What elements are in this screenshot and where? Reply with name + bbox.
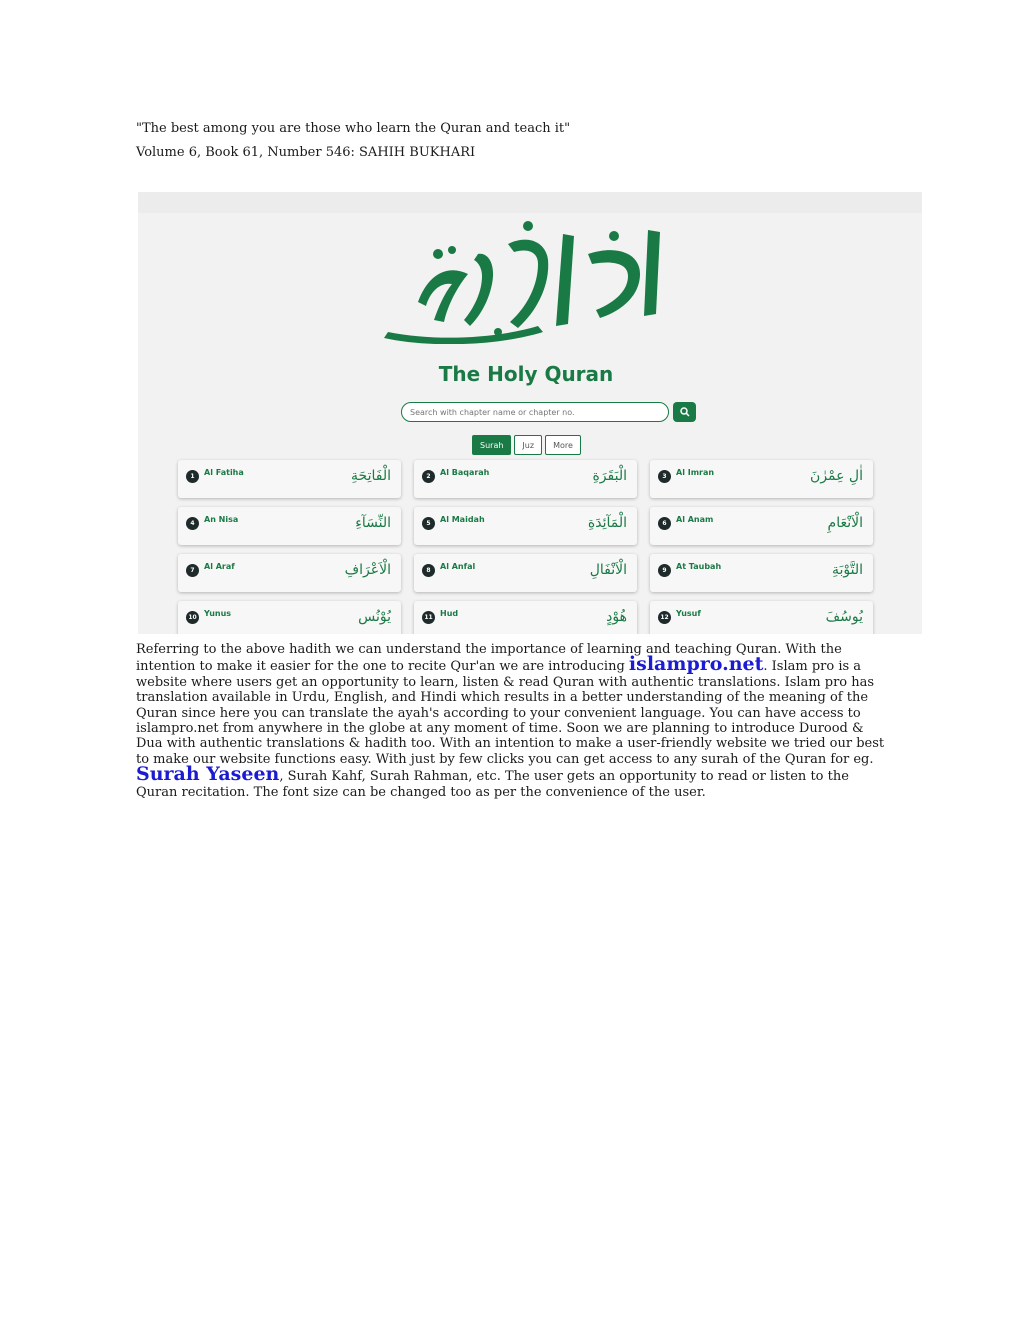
surah-name: Al Imran (676, 468, 715, 477)
surah-arabic-name: النِّسَآءِ (355, 515, 391, 531)
paragraph-text: , Surah Kahf, Surah Rahman, etc. The user gets an opportunity to read or listen to the Quran recitation. The font size can be changed too as per the convenience of the user. (136, 769, 849, 800)
surah-arabic-name: اٰلِ عِمْرٰنَ (810, 468, 863, 484)
surah-number: 2 (422, 470, 435, 483)
surah-number: 10 (186, 611, 199, 624)
hadith-quote: "The best among you are those who learn the Quran and teach it" (136, 121, 571, 136)
logo-title: The Holy Quran (438, 362, 614, 386)
surah-card[interactable] (650, 507, 873, 545)
surah-card[interactable] (178, 507, 401, 545)
surah-name: Hud (440, 609, 459, 618)
surah-arabic-name: الْمَآئِدَةِ (587, 515, 627, 531)
surah-card[interactable] (414, 554, 637, 592)
surah-yaseen-link[interactable]: Surah Yaseen (136, 763, 280, 786)
surah-arabic-name: الْاَعْرَافِ (344, 562, 391, 578)
search-icon (680, 407, 690, 417)
surah-name: Yunus (204, 609, 232, 618)
surah-number: 4 (186, 517, 199, 530)
surah-name: Al Anam (676, 515, 714, 524)
search-input[interactable] (401, 402, 669, 422)
surah-number: 1 (186, 470, 199, 483)
surah-number: 3 (658, 470, 671, 483)
surah-card[interactable] (414, 460, 637, 498)
surah-name: An Nisa (204, 515, 239, 524)
website-screenshot (138, 192, 922, 634)
surah-number: 12 (658, 611, 671, 624)
surah-card[interactable] (414, 601, 637, 634)
surah-name: Al Maidah (440, 515, 485, 524)
surah-card[interactable] (178, 460, 401, 498)
surah-arabic-name: يُوْنُس (358, 609, 391, 625)
surah-number: 8 (422, 564, 435, 577)
surah-name: At Taubah (676, 562, 722, 571)
body-paragraph (136, 642, 888, 800)
paragraph-text: Referring to the above hadith we can understand the importance of learning and teaching Quran. With the intention to make it easier for the one to recite Qur'an we are introducing (136, 642, 842, 675)
surah-number: 6 (658, 517, 671, 530)
quran-majeed-calligraphy-logo (378, 214, 678, 344)
surah-name: Al Baqarah (440, 468, 490, 477)
surah-number: 9 (658, 564, 671, 577)
surah-card[interactable] (650, 554, 873, 592)
screenshot-top-bar (138, 192, 922, 213)
surah-card[interactable] (650, 601, 873, 634)
tab-juz[interactable]: Juz (514, 435, 542, 455)
surah-card[interactable] (414, 507, 637, 545)
hadith-reference: Volume 6, Book 61, Number 546: SAHIH BUKHARI (136, 145, 476, 160)
surah-arabic-name: يُوسُفَ (825, 609, 863, 625)
paragraph-text: . Islam pro is a website where users get an opportunity to learn, listen & read Quran with authentic translations. Islam pro has translation available in Urdu, English, and Hindi which results in a better understanding of the meaning of the Quran since here you can translate the ayah's according to your convenient language. You can have access to islampro.net from anywhere in the globe at any moment of time. Soon we are planning to introduce Durood & Dua with authentic translations & hadith too. With an intention to make a user-friendly website we tried our best to make our website functions easy. With just by few clicks you can get access to any surah of the Quran for eg. (136, 659, 885, 767)
surah-arabic-name: التَّوْبَةِ (831, 562, 863, 578)
surah-name: Al Araf (204, 562, 235, 571)
surah-card[interactable] (650, 460, 873, 498)
search-button[interactable] (673, 402, 696, 422)
tab-surah[interactable]: Surah (472, 435, 511, 455)
surah-number: 5 (422, 517, 435, 530)
surah-arabic-name: الْاَنْعَامِ (827, 515, 863, 531)
surah-arabic-name: الْفَاتِحَةِ (351, 468, 391, 484)
surah-arabic-name: الْبَقَرَةِ (592, 468, 627, 484)
surah-card[interactable] (178, 601, 401, 634)
tab-bar (472, 435, 581, 455)
surah-arabic-name: الْاَنْفَالِ (589, 562, 627, 578)
surah-name: Al Fatiha (204, 468, 244, 477)
surah-name: Yusuf (676, 609, 701, 618)
surah-card[interactable] (178, 554, 401, 592)
surah-arabic-name: هُوْدٍ (606, 609, 627, 625)
tab-more[interactable]: More (545, 435, 581, 455)
surah-number: 7 (186, 564, 199, 577)
islampro-link[interactable]: islampro.net (628, 653, 764, 676)
surah-number: 11 (422, 611, 435, 624)
surah-name: Al Anfal (440, 562, 476, 571)
